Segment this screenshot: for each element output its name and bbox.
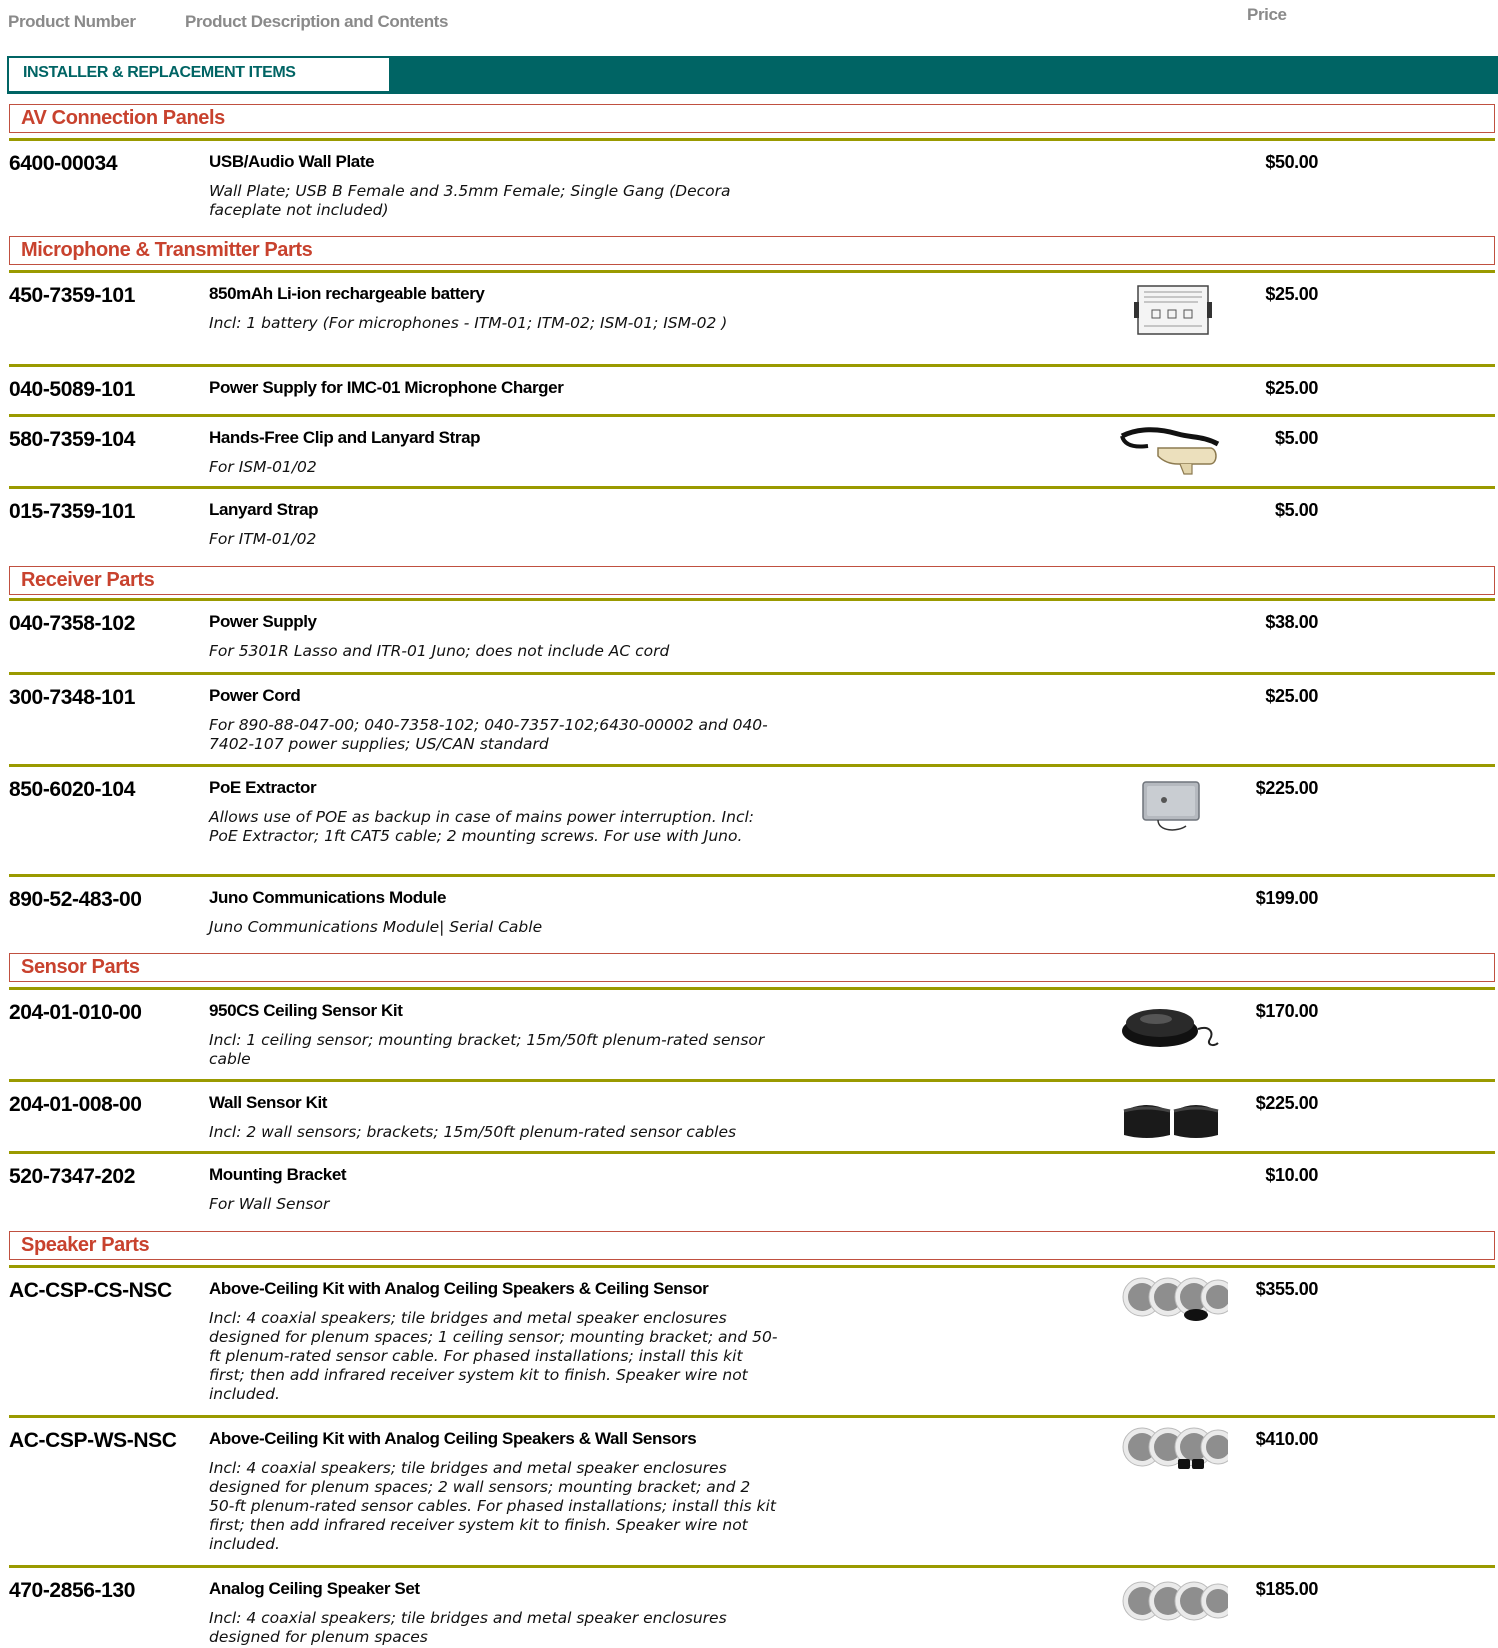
clip-lanyard-image — [1118, 424, 1228, 484]
speaker-set-image — [1118, 1575, 1228, 1635]
product-description: Incl: 4 coaxial speakers; tile bridges and metal speaker enclosures designed for plenum spaces; 2 wall sensors; mounting bracket; and 2 50-ft plenum-rated sensor cables. For phased installations; install this kit first; then add infrared receiver system kit to finish. Speaker wire not included. — [209, 1459, 776, 1553]
product-row — [0, 272, 1498, 362]
product-number: 850-6020-104 — [9, 778, 135, 801]
product-description: For Wall Sensor — [209, 1195, 330, 1213]
product-row — [0, 876, 1498, 948]
product-price: $25.00 — [1265, 686, 1318, 706]
product-number: 6400-00034 — [9, 152, 118, 175]
product-row — [0, 1081, 1498, 1153]
product-name: Juno Communications Module — [209, 888, 447, 907]
product-price: $410.00 — [1255, 1429, 1318, 1449]
product-row — [0, 1417, 1498, 1565]
product-price: $170.00 — [1255, 1001, 1318, 1021]
product-name: Power Cord — [209, 686, 301, 705]
product-row — [0, 140, 1498, 228]
product-name: Wall Sensor Kit — [209, 1093, 328, 1112]
product-number: AC-CSP-WS-NSC — [9, 1429, 177, 1452]
product-name: PoE Extractor — [209, 778, 317, 797]
product-number: 580-7359-104 — [9, 428, 135, 451]
product-number: 040-5089-101 — [9, 378, 135, 401]
product-price: $25.00 — [1265, 378, 1318, 398]
battery-image — [1118, 280, 1228, 340]
product-name: USB/Audio Wall Plate — [209, 152, 375, 171]
product-name: Mounting Bracket — [209, 1165, 347, 1184]
product-number: 890-52-483-00 — [9, 888, 142, 911]
product-description: Incl: 1 ceiling sensor; mounting bracket; 15m/50ft plenum-rated sensor cable — [209, 1031, 765, 1068]
product-number: 520-7347-202 — [9, 1165, 135, 1188]
category-speaker-parts: Speaker Parts — [9, 1231, 1495, 1260]
column-header-description: Product Description and Contents — [185, 12, 448, 31]
product-number: AC-CSP-CS-NSC — [9, 1279, 172, 1302]
product-row — [0, 366, 1498, 411]
category-av-connection-panels: AV Connection Panels — [9, 104, 1495, 133]
product-row — [0, 1267, 1498, 1415]
wall-sensor-image — [1118, 1089, 1228, 1149]
product-name: Above-Ceiling Kit with Analog Ceiling Speakers & Wall Sensors — [209, 1429, 697, 1448]
product-price: $225.00 — [1255, 1093, 1318, 1113]
product-number: 450-7359-101 — [9, 284, 135, 307]
product-name: Above-Ceiling Kit with Analog Ceiling Speakers & Ceiling Sensor — [209, 1279, 709, 1298]
product-number: 204-01-010-00 — [9, 1001, 142, 1024]
ceiling-sensor-image — [1118, 997, 1228, 1057]
product-name: 950CS Ceiling Sensor Kit — [209, 1001, 403, 1020]
product-number: 470-2856-130 — [9, 1579, 135, 1602]
section-title: INSTALLER & REPLACEMENT ITEMS — [9, 58, 389, 91]
category-receiver-parts: Receiver Parts — [9, 566, 1495, 595]
product-description: Allows use of POE as backup in case of mains power interruption. Incl: PoE Extractor; 1ft CAT5 cable; 2 mounting screws. For use with Juno. — [209, 808, 754, 845]
category-sensor-parts: Sensor Parts — [9, 953, 1495, 982]
speakers-wall-sensors-image — [1118, 1425, 1228, 1485]
product-price: $10.00 — [1265, 1165, 1318, 1185]
product-price: $25.00 — [1265, 284, 1318, 304]
column-header-price: Price — [1247, 5, 1287, 24]
product-description: Wall Plate; USB B Female and 3.5mm Female; Single Gang (Decora faceplate not included) — [209, 182, 731, 219]
product-description: For 5301R Lasso and ITR-01 Juno; does not include AC cord — [209, 642, 670, 660]
product-name: Power Supply for IMC-01 Microphone Charger — [209, 378, 564, 397]
product-number: 040-7358-102 — [9, 612, 135, 635]
product-description: Juno Communications Module| Serial Cable — [209, 918, 543, 936]
product-number: 204-01-008-00 — [9, 1093, 142, 1116]
product-description: Incl: 2 wall sensors; brackets; 15m/50ft plenum-rated sensor cables — [209, 1123, 737, 1141]
product-description: Incl: 4 coaxial speakers; tile bridges and metal speaker enclosures designed for plenum spaces; 1 ceiling sensor; mounting bracket; and 50-ft plenum-rated sensor cable. For phased installations; install this kit first; then add infrared receiver system kit to finish. Speaker wire not included. — [209, 1309, 778, 1403]
product-row — [0, 766, 1498, 876]
product-description: Incl: 1 battery (For microphones - ITM-01; ITM-02; ISM-01; ISM-02 ) — [209, 314, 728, 332]
product-price: $355.00 — [1255, 1279, 1318, 1299]
product-description: Incl: 4 coaxial speakers; tile bridges and metal speaker enclosures designed for plenum spaces — [209, 1609, 727, 1646]
product-row — [0, 416, 1498, 484]
product-name: Lanyard Strap — [209, 500, 319, 519]
poe-extractor-image — [1118, 778, 1228, 838]
product-name: 850mAh Li-ion rechargeable battery — [209, 284, 485, 303]
product-row — [0, 989, 1498, 1081]
product-row — [0, 1567, 1498, 1648]
product-price: $225.00 — [1255, 778, 1318, 798]
product-price: $199.00 — [1255, 888, 1318, 908]
category-microphone-transmitter-parts: Microphone & Transmitter Parts — [9, 236, 1495, 265]
product-number: 300-7348-101 — [9, 686, 135, 709]
product-row — [0, 600, 1498, 672]
product-price: $5.00 — [1274, 500, 1318, 520]
product-name: Hands-Free Clip and Lanyard Strap — [209, 428, 481, 447]
product-price: $185.00 — [1255, 1579, 1318, 1599]
product-description: For ITM-01/02 — [209, 530, 317, 548]
product-price: $5.00 — [1274, 428, 1318, 448]
product-name: Analog Ceiling Speaker Set — [209, 1579, 420, 1598]
product-name: Power Supply — [209, 612, 317, 631]
product-number: 015-7359-101 — [9, 500, 135, 523]
product-description: For ISM-01/02 — [209, 458, 317, 476]
product-price: $38.00 — [1265, 612, 1318, 632]
product-row — [0, 674, 1498, 764]
product-price: $50.00 — [1265, 152, 1318, 172]
column-header-product-number: Product Number — [8, 12, 136, 31]
product-row — [0, 488, 1498, 556]
product-row — [0, 1153, 1498, 1223]
product-description: For 890-88-047-00; 040-7358-102; 040-7357-102;6430-00002 and 040-7402-107 power supplies; US/CAN standard — [209, 716, 768, 753]
speakers-ceiling-sensor-image — [1118, 1275, 1228, 1335]
